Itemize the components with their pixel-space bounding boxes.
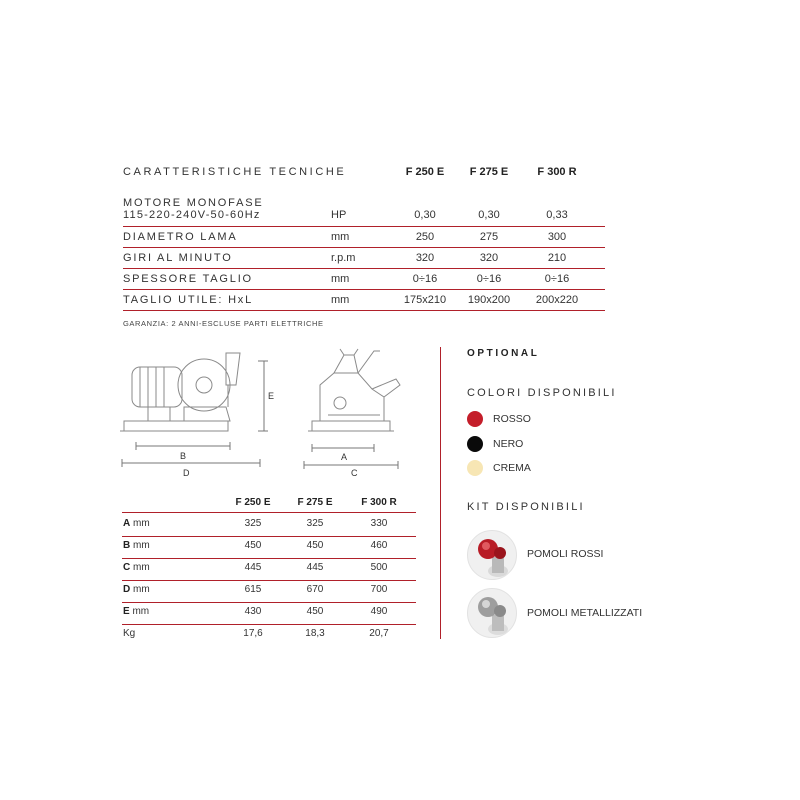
specs-title: CARATTERISTICHE TECNICHE: [123, 166, 347, 178]
spec-unit: mm: [331, 273, 350, 285]
dim-label: E mm: [123, 606, 150, 617]
spec-value: 210: [547, 252, 567, 264]
dim-value: 445: [244, 562, 262, 573]
spec-value: 0,30: [414, 209, 436, 221]
dim-value: 500: [370, 562, 388, 573]
warranty-note: GARANZIA: 2 ANNI-ESCLUSE PARTI ELETTRICHE: [123, 319, 324, 328]
dim-label: C mm: [123, 562, 150, 573]
dim-value: 490: [370, 606, 388, 617]
optional-title: OPTIONAL: [467, 348, 540, 359]
spec-model-header: F 275 E: [469, 166, 509, 178]
panel-divider: [440, 347, 441, 639]
dim-model-header: F 275 E: [297, 497, 333, 508]
dim-model-header: F 250 E: [235, 497, 271, 508]
metal-knob-icon: [467, 588, 517, 638]
spec-label: DIAMETRO LAMA: [123, 231, 238, 243]
spec-value: 175x210: [403, 294, 447, 306]
dim-value: 450: [306, 540, 324, 551]
kit-label: POMOLI ROSSI: [527, 548, 604, 560]
red-knob-icon: [467, 530, 517, 580]
spec-value: 320: [479, 252, 499, 264]
color-swatch-cream: [467, 460, 483, 476]
dim-label-e: E: [268, 391, 275, 401]
spec-value: 200x220: [535, 294, 579, 306]
spec-row-useful-cut: [123, 290, 605, 311]
dim-value: 17,6: [243, 628, 263, 639]
front-view-drawing: [118, 345, 278, 480]
dim-row-e: [122, 603, 416, 625]
color-label: NERO: [493, 438, 524, 450]
spec-value: 300: [547, 231, 567, 243]
dim-row-b: [122, 537, 416, 559]
dim-value: 325: [306, 518, 324, 529]
dim-label: D mm: [123, 584, 150, 595]
dim-row-weight: [122, 625, 416, 646]
spec-label: TAGLIO UTILE: HxL: [123, 294, 254, 306]
spec-value: 0÷16: [412, 273, 438, 285]
dim-label-a: A: [341, 452, 348, 462]
color-label: CREMA: [493, 462, 531, 474]
spec-value: 0÷16: [544, 273, 570, 285]
color-swatch-black: [467, 436, 483, 452]
dim-value: 670: [306, 584, 324, 595]
dim-value: 430: [244, 606, 262, 617]
spec-model-header: F 300 R: [537, 166, 577, 178]
dim-label: B mm: [123, 540, 150, 551]
dim-model-header: F 300 R: [361, 497, 397, 508]
spec-unit: HP: [331, 209, 347, 221]
spec-unit: mm: [331, 294, 350, 306]
dim-row-d: [122, 581, 416, 603]
spec-row-blade-diameter: [123, 227, 605, 248]
dim-label: A mm: [123, 518, 150, 529]
spec-value: 275: [479, 231, 499, 243]
spec-label: GIRI AL MINUTO: [123, 252, 233, 264]
spec-row-cut-thickness: [123, 269, 605, 290]
spec-value: 190x200: [467, 294, 511, 306]
kit-label: POMOLI METALLIZZATI: [527, 607, 643, 619]
color-swatch-red: [467, 411, 483, 427]
dim-value: 700: [370, 584, 388, 595]
spec-row-rpm: [123, 248, 605, 269]
kits-title: KIT DISPONIBILI: [467, 501, 585, 513]
dim-label-c: C: [351, 468, 358, 478]
spec-value: 320: [415, 252, 435, 264]
dim-value: 20,7: [369, 628, 389, 639]
spec-label-sub: 115-220-240V-50-60Hz: [123, 209, 261, 221]
dim-value: 615: [244, 584, 262, 595]
dim-value: 450: [306, 606, 324, 617]
spec-value: 250: [415, 231, 435, 243]
dim-label-b: B: [180, 451, 187, 461]
spec-value: 0÷16: [476, 273, 502, 285]
dim-value: 18,3: [305, 628, 325, 639]
dim-label-d: D: [183, 468, 190, 478]
dim-value: 325: [244, 518, 262, 529]
spec-value: 0,30: [478, 209, 500, 221]
dim-value: 330: [370, 518, 388, 529]
spec-value: 0,33: [546, 209, 568, 221]
dim-value: 445: [306, 562, 324, 573]
dim-value: 450: [244, 540, 262, 551]
colors-title: COLORI DISPONIBILI: [467, 387, 617, 399]
color-label: ROSSO: [493, 413, 531, 425]
spec-unit: r.p.m: [331, 252, 356, 264]
dim-row-c: [122, 559, 416, 581]
spec-model-header: F 250 E: [405, 166, 445, 178]
spec-label: MOTORE MONOFASE: [123, 197, 264, 209]
spec-row-motor: [123, 196, 605, 227]
dim-value: 460: [370, 540, 388, 551]
spec-unit: mm: [331, 231, 350, 243]
dim-label: Kg: [123, 628, 136, 639]
dim-row-a: [122, 515, 416, 537]
dim-header-rule: [122, 512, 416, 513]
side-view-drawing: [300, 345, 410, 480]
spec-label: SPESSORE TAGLIO: [123, 273, 253, 285]
